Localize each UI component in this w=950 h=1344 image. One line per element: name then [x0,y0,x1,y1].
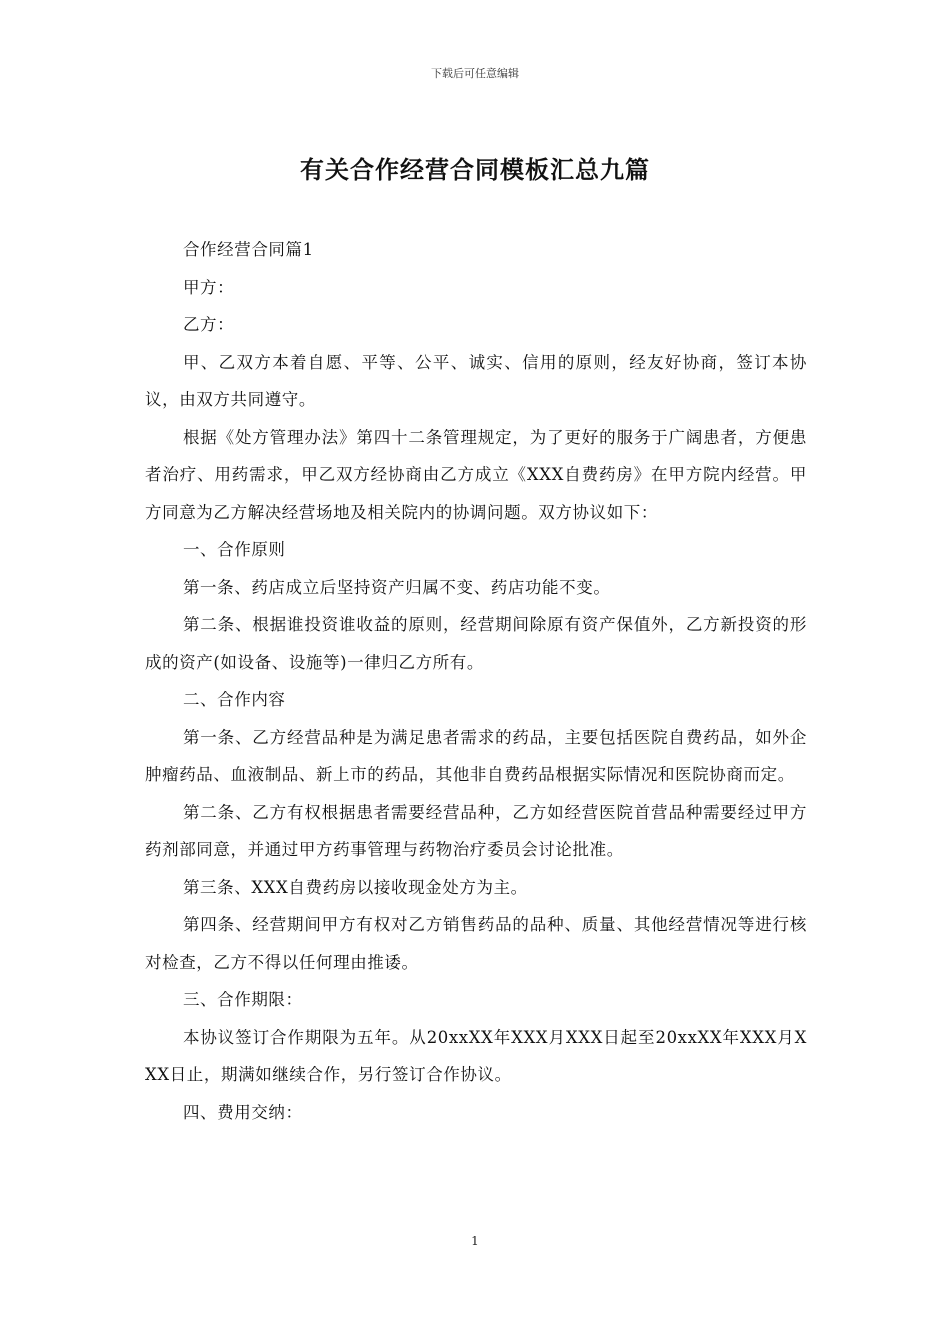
document-body [145,231,807,1131]
principle-article-1: 第一条、药店成立后坚持资产归属不变、药店功能不变。 [182,577,611,597]
clause-heading-content: 二、合作内容 [182,690,286,709]
clause-heading-term: 三、合作期限： [182,990,303,1009]
content-article-2: 第二条、乙方有权根据患者需要经营品种，乙方如经营医院首营品种需要经过甲方药剂部同意，并通过甲方药事管理与药物治疗委员会讨论批准。 [145,802,807,859]
content-article-1: 第一条、乙方经营品种是为满足患者需求的药品，主要包括医院自费药品，如外企肿瘤药品、血液制品、新上市的药品，其他非自费药品根据实际情况和医院协商而定。 [145,727,807,784]
header-note: 下载后可任意编辑 [431,67,519,80]
content-article-3: 第三条、XXX自费药房以接收现金处方为主。 [182,877,528,897]
basis-paragraph: 根据《处方管理办法》第四十二条管理规定，为了更好的服务于广阔患者，方便患者治疗、用药需求，甲乙双方经协商由乙方成立《XXX自费药房》在甲方院内经营。甲方同意为乙方解决经营场地及相关院内的协调问题。双方协议如下： [145,427,807,522]
party-a-line: 甲方： [182,277,235,297]
term-paragraph: 本协议签订合作期限为五年。从20xxXX年XXX月XXX日起至20xxXX年XXX月XXX日止，期满如继续合作，另行签订合作协议。 [145,1027,807,1084]
party-b-line: 乙方： [182,315,235,334]
section-heading-1: 合作经营合同篇1 [182,240,314,259]
content-article-4: 第四条、经营期间甲方有权对乙方销售药品的品种、质量、其他经营情况等进行核对检查，乙方不得以任何理由推诿。 [145,915,807,972]
page-number: 1 [471,1234,479,1248]
clause-heading-principles: 一、合作原则 [182,540,286,559]
document-title: 有关合作经营合同模板汇总九篇 [300,155,650,184]
clause-heading-fees: 四、费用交纳： [182,1102,303,1122]
preamble-paragraph: 甲、乙双方本着自愿、平等、公平、诚实、信用的原则，经友好协商，签订本协议，由双方共同遵守。 [145,352,807,409]
principle-article-2: 第二条、根据谁投资谁收益的原则，经营期间除原有资产保值外，乙方新投资的形成的资产(如设备、设施等)一律归乙方所有。 [145,615,807,672]
